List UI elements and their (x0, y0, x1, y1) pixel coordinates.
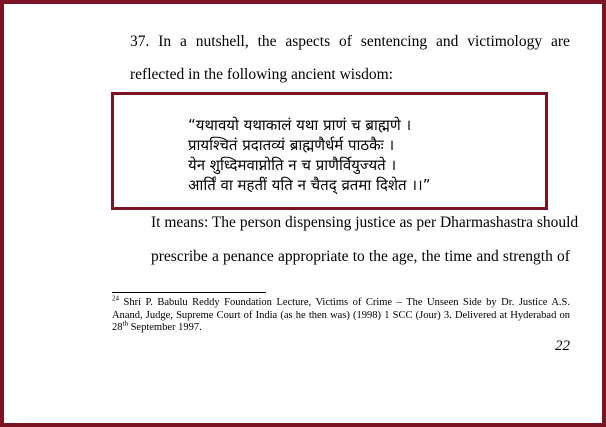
paragraph-37-line-1-word: nutshell, (195, 33, 249, 50)
meaning-line-2-word: to (352, 248, 365, 265)
paragraph-37-line-1-word: aspects (285, 33, 331, 50)
page-number: 22 (555, 338, 570, 354)
meaning-line-2-word: of (557, 248, 570, 265)
paragraph-37-line-1-word: In (158, 33, 172, 50)
paragraph-37-line-1-word: are (550, 33, 570, 50)
footnote-text-end: September 1997. (127, 322, 202, 333)
meaning-line-2-word: time (444, 248, 473, 265)
verse-line-3: येन शुध्दिमवाप्नोति न च प्राणैर्वियुज्यते । (188, 156, 397, 174)
meaning-line-2-word: and (476, 248, 499, 265)
paragraph-37-line-1-word: sentencing (360, 33, 428, 50)
meaning-line-2-word: appropriate (277, 248, 349, 265)
paragraph-37-line-1-word: the (257, 33, 277, 50)
meaning-line-2-word: prescribe (151, 248, 208, 265)
meaning-line-2-word: the (368, 248, 388, 265)
meaning-line-2-word: strength (502, 248, 553, 265)
footnote-separator (112, 292, 266, 293)
paragraph-37-line-1-word: victimology (467, 33, 543, 50)
paragraph-37-line-2: reflected in the following ancient wisdom: (130, 66, 393, 83)
meaning-line-2-word: a (211, 248, 219, 265)
paragraph-37-line-1-word: a (180, 33, 187, 50)
meaning-line-1: It means: The person dispensing justice as per Dharmashastra should (151, 214, 579, 231)
verse-line-4: आर्तिं वा महतीं यति न चैतद् व्रतमा दिशेत ।।” (188, 176, 431, 194)
footnote-text: Shri P. Babulu Reddy Foundation Lecture, Victims of Crime – The Unseen Side by Dr. Justice A.S. Anand, Judge, Supreme Court of India (as he then was) (1998) 1 SCC (Jour) 3. Delivered at Hyderabad on 28 (112, 297, 570, 333)
paragraph-37-line-1-word: of (339, 33, 352, 50)
footnote-date-suffix: th (122, 319, 128, 328)
footnote-marker: 24 (112, 294, 119, 303)
paragraph-number: 37. (130, 33, 150, 50)
meaning-line-2-word: penance (223, 248, 274, 265)
paragraph-37-line-1-word: and (435, 33, 459, 50)
paragraph-37-line-1 (130, 33, 570, 51)
footnote-24 (112, 294, 570, 335)
sanskrit-verse-box (111, 92, 548, 210)
meaning-line-2 (151, 248, 570, 266)
verse-line-2: प्रायश्चितं प्रदातव्यं ब्राह्मणैर्धर्म पाठकैः । (188, 136, 395, 154)
meaning-line-2-word: age, (392, 248, 418, 265)
verse-line-1: “यथावयो यथाकालं यथा प्राणं च ब्राह्मणे । (188, 116, 412, 134)
meaning-line-2-word: the (421, 248, 441, 265)
